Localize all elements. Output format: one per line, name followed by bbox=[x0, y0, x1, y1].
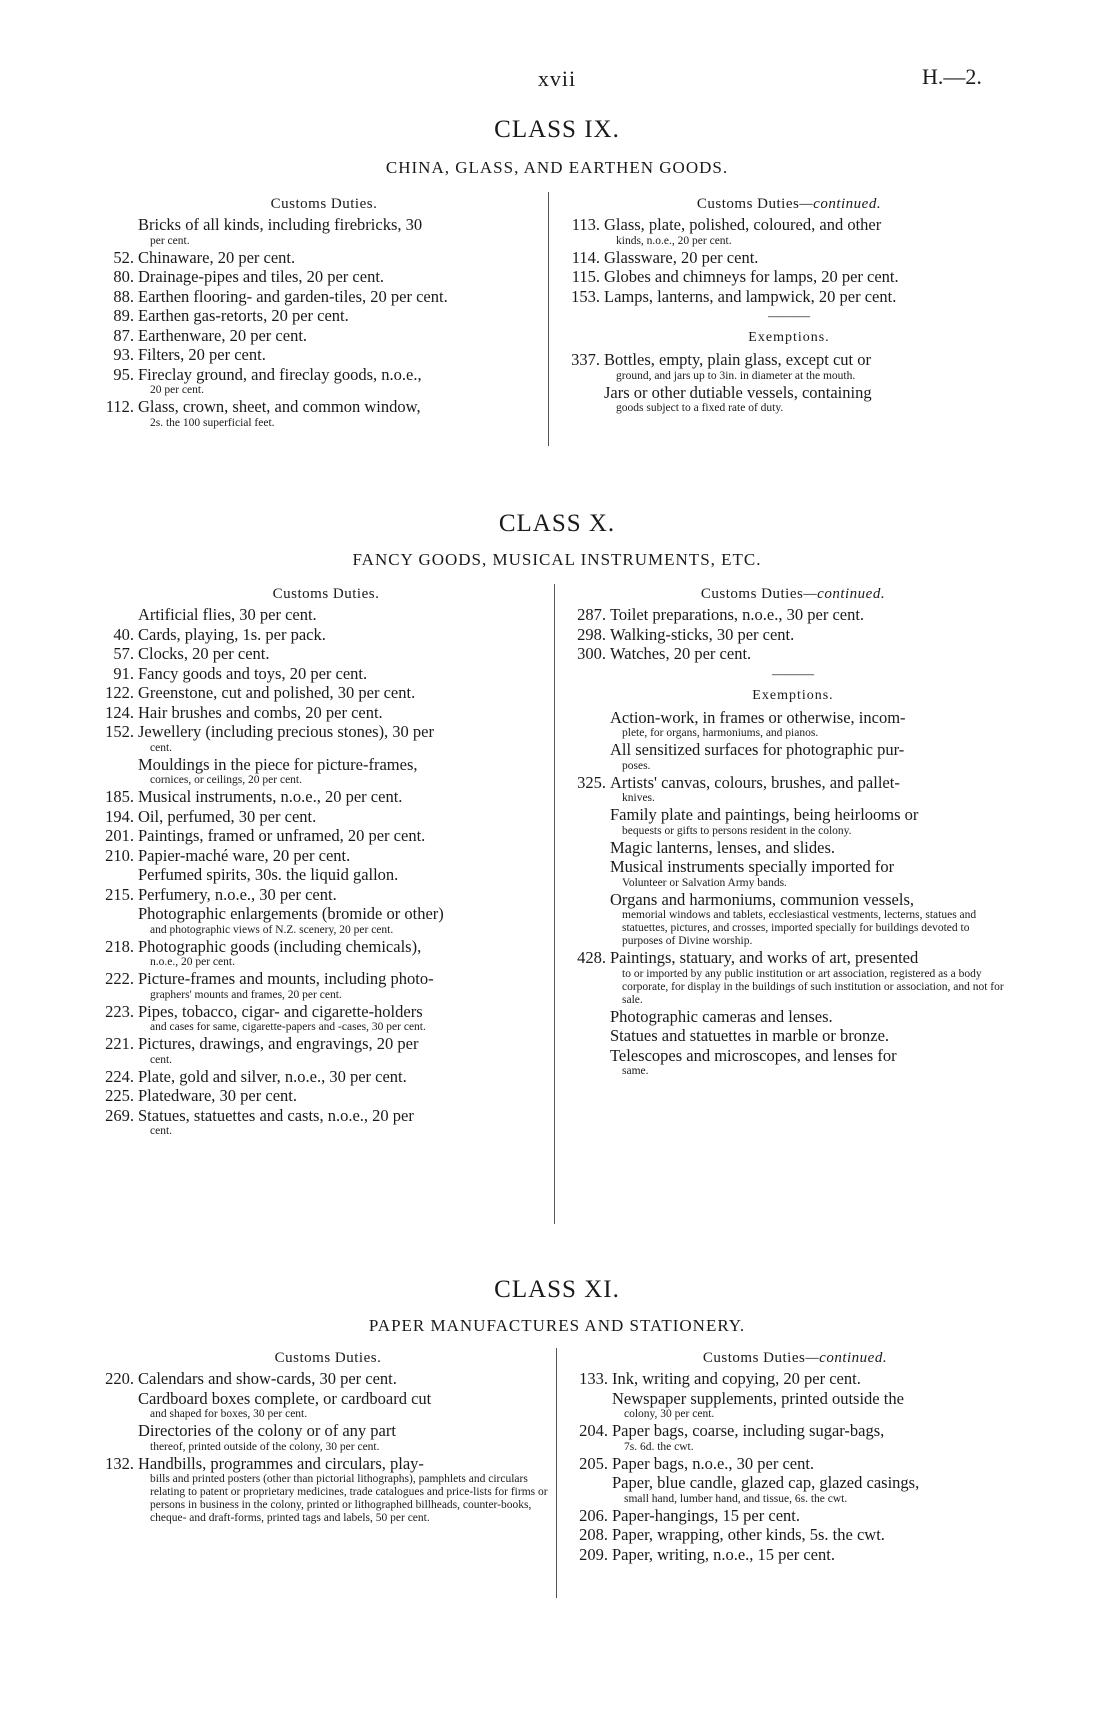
right-column bbox=[579, 1350, 1008, 1564]
item-text: Paper, writing, n.o.e., 15 per cent. bbox=[612, 1544, 835, 1564]
item-text: Earthenware, 20 per cent. bbox=[138, 325, 308, 345]
item-number: 93. bbox=[113, 345, 134, 364]
item-text: Paper, blue candle, glazed cap, glazed casings, bbox=[612, 1473, 920, 1492]
class-title: CLASS IX. bbox=[494, 116, 620, 143]
list-item bbox=[108, 306, 540, 326]
item-number: 95. bbox=[113, 364, 134, 384]
item-text: Hair brushes and combs, 20 per cent. bbox=[138, 702, 383, 722]
list-item bbox=[580, 838, 1006, 858]
exemptions-list bbox=[577, 707, 1006, 1079]
item-text: Bottles, empty, plain glass, except cut or bbox=[604, 350, 871, 369]
item-detail: n.o.e., 20 per cent. bbox=[150, 956, 235, 968]
item-text: Artists' canvas, colours, brushes, and pallet- bbox=[610, 772, 900, 792]
item-number: 114. bbox=[571, 247, 600, 267]
list-item bbox=[580, 740, 1006, 773]
item-number: 215. bbox=[105, 884, 134, 904]
item-detail: bequests or gifts to persons resident in the colony. bbox=[622, 824, 852, 837]
list-item bbox=[108, 1389, 548, 1422]
item-number: 201. bbox=[105, 826, 134, 845]
item-detail: plete, for organs, harmoniums, and pianos. bbox=[622, 727, 819, 739]
item-text: Newspaper supplements, printed outside the bbox=[612, 1388, 904, 1408]
item-number: 428. bbox=[577, 948, 606, 967]
item-number: 122. bbox=[105, 683, 134, 702]
list-item bbox=[105, 969, 544, 1002]
entry-list bbox=[105, 215, 540, 430]
list-item bbox=[574, 383, 1004, 416]
item-number: 337. bbox=[571, 350, 600, 369]
left-column bbox=[105, 586, 544, 1138]
list-item bbox=[577, 624, 1006, 645]
list-item bbox=[580, 1007, 1006, 1027]
item-text: Artificial flies, 30 per cent. bbox=[138, 605, 317, 624]
item-number: 204. bbox=[579, 1421, 608, 1440]
entry-list bbox=[579, 1369, 1008, 1564]
item-detail: per cent. bbox=[150, 234, 190, 247]
item-detail: and shaped for boxes, 30 per cent. bbox=[150, 1408, 308, 1420]
list-item bbox=[579, 1421, 1008, 1454]
item-text: Perfumery, n.o.e., 30 per cent. bbox=[138, 884, 337, 904]
item-detail: 7s. 6d. the cwt. bbox=[624, 1440, 694, 1453]
item-detail: colony, 30 per cent. bbox=[624, 1408, 715, 1420]
item-number: 194. bbox=[105, 806, 134, 826]
item-detail: and cases for same, cigarette-papers and -cases, 30 per cent. bbox=[150, 1021, 426, 1033]
item-text: Watches, 20 per cent. bbox=[610, 644, 752, 663]
item-number: 113. bbox=[571, 215, 600, 234]
entry-list bbox=[577, 605, 1006, 664]
item-text: Cardboard boxes complete, or cardboard cut bbox=[138, 1388, 432, 1408]
left-column bbox=[105, 196, 540, 430]
item-text: Jars or other dutiable vessels, containing bbox=[604, 382, 872, 402]
item-text: All sensitized surfaces for photographic pur- bbox=[610, 740, 905, 759]
item-text: Clocks, 20 per cent. bbox=[138, 644, 270, 663]
item-text: Statues, statuettes and casts, n.o.e., 20 per bbox=[138, 1105, 414, 1125]
item-text: Statues and statuettes in marble or bronze. bbox=[610, 1026, 890, 1045]
item-number: 209. bbox=[579, 1544, 608, 1564]
list-item bbox=[571, 247, 1004, 268]
item-number: 224. bbox=[105, 1066, 134, 1086]
exemptions-heading: Exemptions. bbox=[752, 687, 834, 703]
list-item bbox=[105, 884, 544, 905]
item-number: 91. bbox=[113, 663, 134, 683]
item-number: 115. bbox=[571, 267, 600, 286]
item-text: Glassware, 20 per cent. bbox=[604, 247, 759, 267]
item-text: Paper, wrapping, other kinds, 5s. the cwt. bbox=[612, 1525, 885, 1544]
page-number: xvii bbox=[537, 66, 577, 91]
item-text: Photographic enlargements (bromide or other) bbox=[138, 904, 444, 923]
item-detail: small hand, lumber hand, and tissue, 6s. the cwt. bbox=[624, 1492, 848, 1505]
item-number: 325. bbox=[577, 772, 606, 792]
list-item bbox=[108, 365, 540, 398]
item-text: Globes and chimneys for lamps, 20 per cent. bbox=[604, 267, 899, 286]
item-detail: kinds, n.o.e., 20 per cent. bbox=[616, 234, 732, 247]
list-item bbox=[105, 1034, 544, 1067]
item-number: 40. bbox=[113, 624, 134, 644]
list-item bbox=[105, 806, 544, 827]
item-number: 208. bbox=[579, 1525, 608, 1544]
item-detail: ground, and jars up to 3in. in diameter at the mouth. bbox=[616, 369, 856, 382]
item-text: Chinaware, 20 per cent. bbox=[138, 247, 296, 267]
item-number: 300. bbox=[577, 644, 606, 663]
item-text: Cards, playing, 1s. per pack. bbox=[138, 624, 326, 644]
list-item bbox=[579, 1369, 1008, 1389]
list-item bbox=[580, 805, 1006, 838]
item-detail: and photographic views of N.Z. scenery, 20 per cent. bbox=[150, 923, 394, 936]
item-detail: cornices, or ceilings, 20 per cent. bbox=[150, 774, 302, 786]
class-subtitle: PAPER MANUFACTURES AND STATIONERY. bbox=[368, 1316, 746, 1335]
list-item bbox=[108, 326, 540, 346]
item-text: Musical instruments, n.o.e., 20 per cent. bbox=[138, 787, 403, 806]
list-item bbox=[105, 1105, 544, 1139]
list-item bbox=[577, 948, 1006, 1007]
list-item bbox=[571, 286, 1004, 307]
item-number: 112. bbox=[105, 397, 134, 416]
item-text: Photographic goods (including chemicals), bbox=[138, 936, 422, 956]
list-item bbox=[108, 287, 540, 307]
list-item bbox=[571, 350, 1004, 383]
item-detail: thereof, printed outside of the colony, 30 per cent. bbox=[150, 1440, 380, 1453]
column-divider bbox=[548, 192, 549, 446]
item-text: Lamps, lanterns, and lampwick, 20 per cent. bbox=[604, 286, 897, 306]
list-item bbox=[108, 644, 544, 664]
item-text: Earthen gas-retorts, 20 per cent. bbox=[138, 306, 349, 325]
item-number: 298. bbox=[577, 624, 606, 644]
item-detail: memorial windows and tablets, ecclesiastical vestments, lecterns, statues and statuettes, pictures, and crosses, imported specially for buildings devoted to purposes of Divine worship. bbox=[622, 909, 977, 947]
list-item bbox=[105, 702, 544, 723]
item-text: Oil, perfumed, 30 per cent. bbox=[138, 806, 317, 826]
item-text: Papier-maché ware, 20 per cent. bbox=[138, 845, 351, 865]
list-item bbox=[580, 708, 1006, 741]
list-item bbox=[108, 267, 540, 287]
item-text: Picture-frames and mounts, including photo- bbox=[138, 969, 434, 988]
list-item bbox=[579, 1544, 1008, 1565]
item-number: 153. bbox=[571, 286, 600, 306]
item-number: 80. bbox=[113, 267, 134, 286]
item-text: Family plate and paintings, being heirlooms or bbox=[610, 805, 919, 824]
item-number: 218. bbox=[105, 936, 134, 956]
item-text: Mouldings in the piece for picture-frames, bbox=[138, 754, 418, 774]
item-text: Walking-sticks, 30 per cent. bbox=[610, 624, 795, 644]
list-item bbox=[108, 664, 544, 684]
item-detail: same. bbox=[622, 1065, 649, 1077]
customs-duties-heading: Customs Duties. bbox=[272, 586, 380, 602]
item-text: Organs and harmoniums, communion vessels, bbox=[610, 889, 914, 909]
list-item bbox=[582, 1473, 1008, 1506]
list-item bbox=[108, 215, 540, 248]
item-text: Paper-hangings, 15 per cent. bbox=[612, 1505, 800, 1525]
exemptions-heading: Exemptions. bbox=[748, 330, 830, 345]
item-number: 124. bbox=[105, 702, 134, 722]
list-item bbox=[105, 1369, 548, 1389]
item-text: Handbills, programmes and circulars, play- bbox=[138, 1453, 424, 1473]
page-reference: H.—2. bbox=[922, 64, 982, 89]
list-item bbox=[105, 787, 544, 807]
list-item bbox=[582, 1389, 1008, 1422]
item-text: Fancy goods and toys, 20 per cent. bbox=[138, 663, 368, 683]
list-item bbox=[580, 1026, 1006, 1046]
item-detail: cent. bbox=[150, 1053, 173, 1066]
list-item bbox=[108, 625, 544, 645]
left-column bbox=[105, 1350, 548, 1525]
item-number: 57. bbox=[113, 644, 134, 663]
item-text: Bricks of all kinds, including firebricks, 30 bbox=[138, 215, 423, 234]
customs-duties-continued-heading: Customs Duties—continued. bbox=[700, 586, 886, 602]
item-number: 88. bbox=[113, 286, 134, 306]
item-text: Action-work, in frames or otherwise, incom- bbox=[610, 707, 906, 727]
list-item bbox=[105, 397, 540, 430]
item-detail: cent. bbox=[150, 1125, 173, 1137]
item-number: 225. bbox=[105, 1086, 134, 1105]
item-detail: 20 per cent. bbox=[150, 384, 204, 396]
item-text: Telescopes and microscopes, and lenses for bbox=[610, 1045, 897, 1065]
list-item bbox=[108, 248, 540, 268]
item-text: Fireclay ground, and fireclay goods, n.o.e., bbox=[138, 364, 422, 384]
item-text: Jewellery (including precious stones), 30 per bbox=[138, 722, 435, 741]
item-number: 152. bbox=[105, 722, 134, 741]
customs-duties-continued-heading: Customs Duties—continued. bbox=[702, 1350, 888, 1366]
item-text: Paper bags, coarse, including sugar-bags, bbox=[612, 1421, 885, 1440]
list-item bbox=[108, 865, 544, 885]
entry-list bbox=[571, 215, 1004, 306]
item-text: Platedware, 30 per cent. bbox=[138, 1086, 297, 1105]
item-number: 89. bbox=[113, 306, 134, 325]
list-item bbox=[108, 345, 540, 365]
item-text: Magic lanterns, lenses, and slides. bbox=[610, 837, 835, 857]
list-item bbox=[105, 826, 544, 846]
item-text: Perfumed spirits, 30s. the liquid gallon. bbox=[138, 865, 399, 884]
class-title: CLASS XI. bbox=[494, 1276, 620, 1303]
item-text: Greenstone, cut and polished, 30 per cent. bbox=[138, 683, 416, 702]
item-text: Plate, gold and silver, n.o.e., 30 per cent. bbox=[138, 1066, 407, 1086]
item-text: Pictures, drawings, and engravings, 20 per bbox=[138, 1034, 419, 1053]
item-text: Glass, plate, polished, coloured, and other bbox=[604, 215, 882, 234]
item-number: 52. bbox=[113, 247, 134, 267]
item-number: 221. bbox=[105, 1034, 134, 1053]
list-item bbox=[580, 1046, 1006, 1079]
list-item bbox=[105, 683, 544, 703]
customs-duties-heading: Customs Duties. bbox=[270, 196, 378, 212]
item-detail: graphers' mounts and frames, 20 per cent. bbox=[150, 988, 342, 1001]
item-text: Filters, 20 per cent. bbox=[138, 345, 266, 364]
class-subtitle: CHINA, GLASS, AND EARTHEN GOODS. bbox=[385, 158, 729, 177]
section-divider: ——— bbox=[768, 309, 810, 324]
item-number: 222. bbox=[105, 969, 134, 988]
item-text: Paintings, framed or unframed, 20 per cent. bbox=[138, 826, 426, 845]
item-text: Ink, writing and copying, 20 per cent. bbox=[612, 1369, 861, 1388]
item-number: 210. bbox=[105, 845, 134, 865]
list-item bbox=[105, 722, 544, 755]
item-text: Drainage-pipes and tiles, 20 per cent. bbox=[138, 267, 385, 286]
list-item bbox=[579, 1453, 1008, 1474]
item-text: Toilet preparations, n.o.e., 30 per cent. bbox=[610, 605, 865, 624]
item-number: 220. bbox=[105, 1369, 134, 1388]
item-number: 206. bbox=[579, 1505, 608, 1525]
entry-list bbox=[105, 1369, 548, 1525]
list-item bbox=[577, 772, 1006, 806]
item-text: Paintings, statuary, and works of art, presented bbox=[610, 948, 919, 967]
list-item bbox=[577, 605, 1006, 625]
list-item bbox=[108, 605, 544, 625]
right-column bbox=[571, 196, 1004, 415]
item-text: Earthen flooring- and garden-tiles, 20 per cent. bbox=[138, 286, 448, 306]
section-divider: ——— bbox=[772, 666, 814, 682]
list-item bbox=[571, 267, 1004, 287]
right-column bbox=[577, 586, 1006, 1078]
class-title: CLASS X. bbox=[498, 510, 616, 537]
item-number: 287. bbox=[577, 605, 606, 624]
list-item bbox=[108, 904, 544, 937]
list-item bbox=[579, 1525, 1008, 1545]
item-text: Photographic cameras and lenses. bbox=[610, 1006, 833, 1026]
item-detail: goods subject to a fixed rate of duty. bbox=[616, 402, 784, 414]
customs-duties-continued-heading: Customs Duties—continued. bbox=[696, 196, 882, 212]
item-detail: poses. bbox=[622, 759, 651, 772]
list-item bbox=[108, 1421, 548, 1454]
item-text: Musical instruments specially imported for bbox=[610, 857, 895, 876]
item-number: 132. bbox=[105, 1453, 134, 1473]
class-subtitle: FANCY GOODS, MUSICAL INSTRUMENTS, ETC. bbox=[352, 550, 762, 569]
item-number: 205. bbox=[579, 1453, 608, 1473]
list-item bbox=[105, 1001, 544, 1035]
list-item bbox=[580, 890, 1006, 949]
item-detail: cent. bbox=[150, 741, 173, 754]
item-detail: knives. bbox=[622, 792, 655, 804]
item-number: 223. bbox=[105, 1001, 134, 1021]
column-divider bbox=[556, 1348, 557, 1598]
item-detail: 2s. the 100 superficial feet. bbox=[150, 416, 275, 429]
item-detail: bills and printed posters (other than pictorial lithographs), pamphlets and circulars relating to patent or proprietary medicines, trade catalogues and price-lists for firms or persons in business in the colony, printed or lithographed billheads, counter-books, cheque- and draft-forms, printed tags and labels, 50 per cent. bbox=[150, 1473, 548, 1524]
column-divider bbox=[554, 584, 555, 1224]
list-item bbox=[105, 845, 544, 866]
item-number: 87. bbox=[113, 325, 134, 345]
item-detail: to or imported by any public institution or art association, registered as a body corporate, for display in the buildings of such institution or association, and not for sale. bbox=[622, 967, 1004, 1006]
item-number: 269. bbox=[105, 1105, 134, 1125]
list-item bbox=[108, 755, 544, 788]
item-text: Pipes, tobacco, cigar- and cigarette-holders bbox=[138, 1001, 423, 1021]
list-item bbox=[105, 1086, 544, 1106]
list-item bbox=[105, 1066, 544, 1087]
list-item bbox=[577, 644, 1006, 664]
entry-list bbox=[105, 605, 544, 1138]
list-item bbox=[571, 215, 1004, 248]
item-text: Directories of the colony or of any part bbox=[138, 1421, 396, 1440]
item-detail: Volunteer or Salvation Army bands. bbox=[622, 876, 787, 889]
item-text: Paper bags, n.o.e., 30 per cent. bbox=[612, 1453, 815, 1473]
item-number: 133. bbox=[579, 1369, 608, 1388]
list-item bbox=[579, 1505, 1008, 1526]
item-text: Glass, crown, sheet, and common window, bbox=[138, 397, 421, 416]
exemptions-list bbox=[571, 350, 1004, 415]
item-text: Calendars and show-cards, 30 per cent. bbox=[138, 1369, 397, 1388]
list-item bbox=[105, 1453, 548, 1526]
customs-duties-heading: Customs Duties. bbox=[274, 1350, 382, 1366]
list-item bbox=[580, 857, 1006, 890]
item-number: 185. bbox=[105, 787, 134, 806]
list-item bbox=[105, 936, 544, 970]
